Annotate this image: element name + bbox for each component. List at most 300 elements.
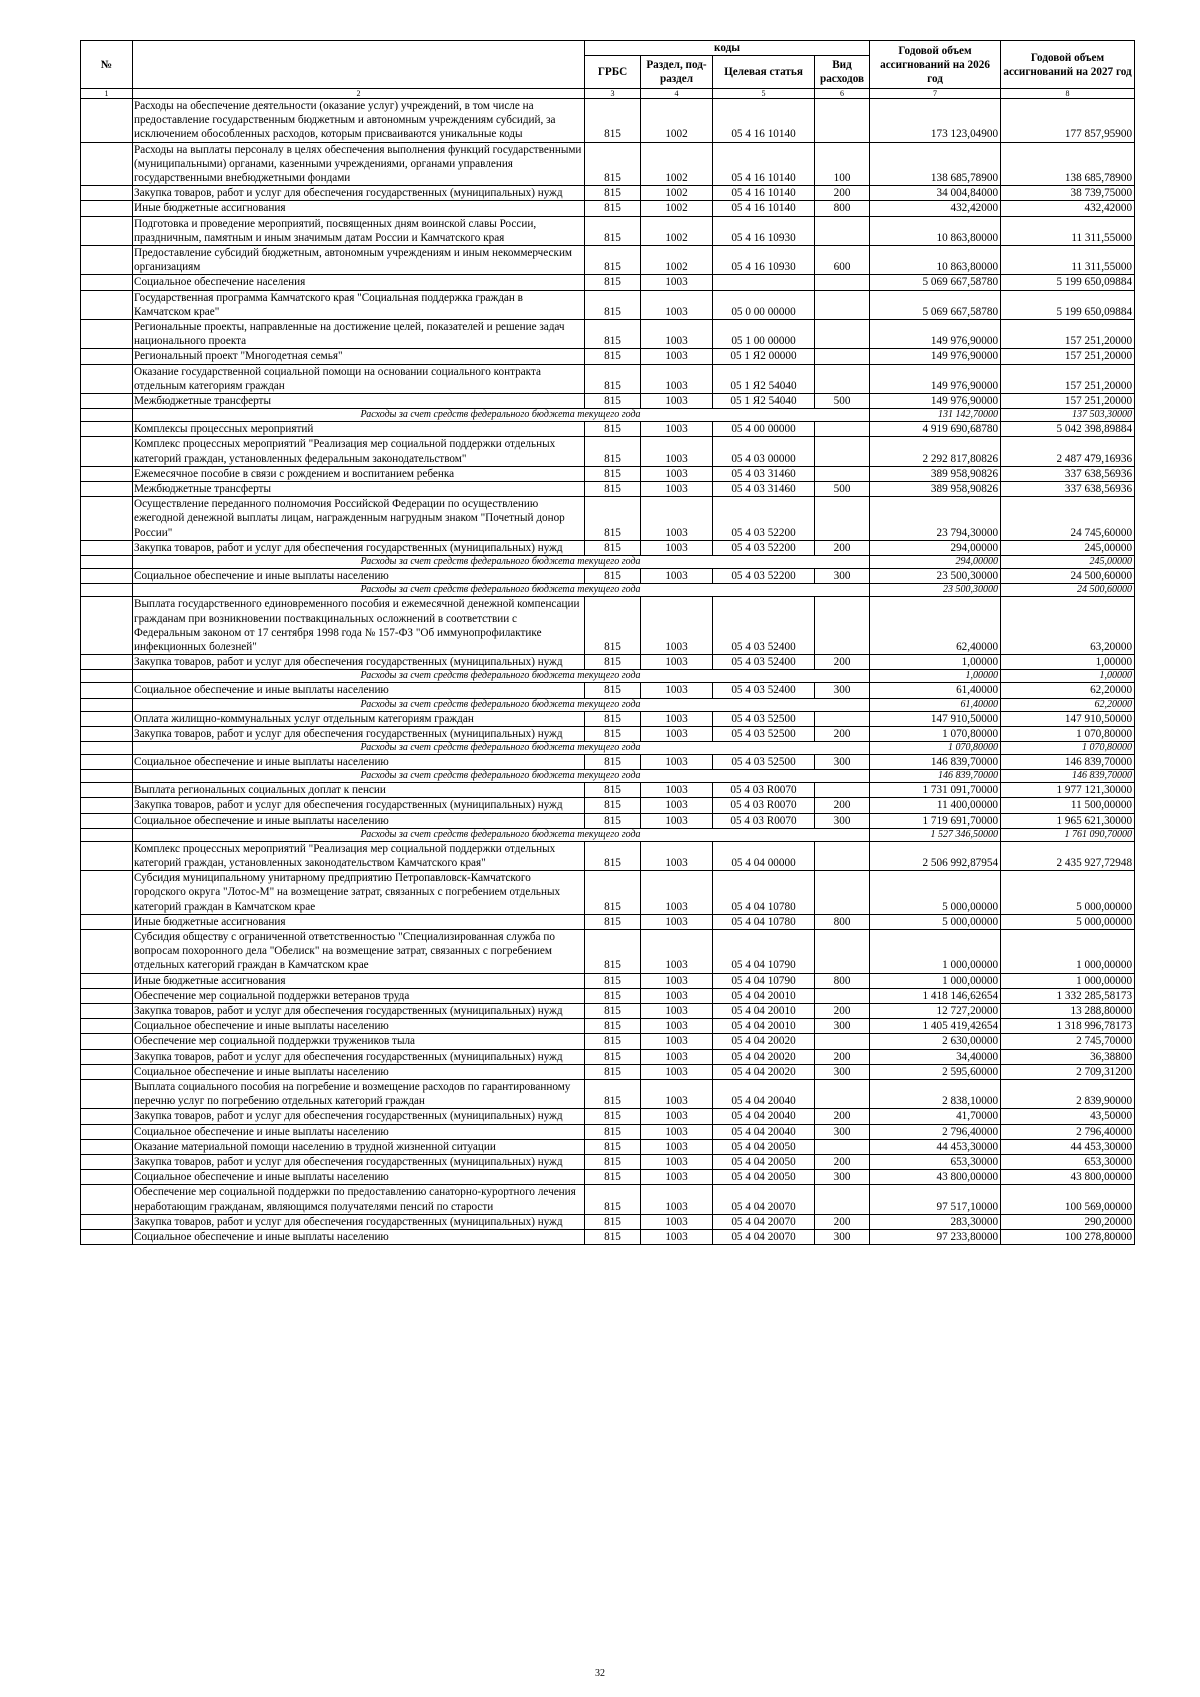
grbs-code: 815 — [585, 569, 641, 584]
amount-2027: 1,00000 — [1001, 670, 1135, 683]
grbs-code: 815 — [585, 540, 641, 555]
expense-type-code — [815, 783, 870, 798]
target-article-code — [713, 275, 815, 290]
row-num-cell — [81, 841, 133, 870]
federal-budget-row — [81, 584, 1135, 597]
grbs-code: 815 — [585, 1124, 641, 1139]
amount-2026: 1 070,80000 — [870, 741, 1001, 754]
amount-2026: 2 630,00000 — [870, 1034, 1001, 1049]
amount-2026: 283,30000 — [870, 1214, 1001, 1229]
expense-type-code: 200 — [815, 1155, 870, 1170]
amount-2026: 149 976,90000 — [870, 364, 1001, 393]
row-num-cell — [81, 1003, 133, 1018]
expense-name: Оказание государственной социальной помощи на основании социального контракта отдельным категориям граждан — [133, 364, 585, 393]
table-row — [81, 216, 1135, 245]
target-article-code: 05 4 03 00000 — [713, 437, 815, 466]
expense-name: Обеспечение мер социальной поддержки по предоставлению санаторно-курортного лечения неработающим гражданам, являющимся получателями пенсий по старости — [133, 1185, 585, 1214]
row-num-cell — [81, 556, 133, 569]
row-num-cell — [81, 246, 133, 275]
amount-2026: 5 069 667,58780 — [870, 275, 1001, 290]
amount-2026: 146 839,70000 — [870, 754, 1001, 769]
grbs-code: 815 — [585, 783, 641, 798]
expense-type-code: 100 — [815, 142, 870, 186]
target-article-code: 05 4 03 52500 — [713, 711, 815, 726]
federal-budget-row — [81, 828, 1135, 841]
amount-2026: 97 517,10000 — [870, 1185, 1001, 1214]
row-num-cell — [81, 1019, 133, 1034]
expense-type-code — [815, 597, 870, 655]
federal-budget-label: Расходы за счет средств федерального бюджета текущего года — [133, 670, 870, 683]
expense-name: Социальное обеспечение и иные выплаты населению — [133, 569, 585, 584]
amount-2027: 2 796,40000 — [1001, 1124, 1135, 1139]
row-num-cell — [81, 1139, 133, 1154]
row-num-cell — [81, 1230, 133, 1245]
amount-2027: 5 199 650,09884 — [1001, 275, 1135, 290]
expense-type-code: 200 — [815, 1003, 870, 1018]
section-code: 1003 — [641, 1079, 713, 1108]
amount-2027: 5 042 398,89884 — [1001, 422, 1135, 437]
grbs-code: 815 — [585, 988, 641, 1003]
table-row — [81, 841, 1135, 870]
expense-type-code — [815, 290, 870, 319]
section-code: 1002 — [641, 216, 713, 245]
amount-2027: 1,00000 — [1001, 655, 1135, 670]
table-row — [81, 497, 1135, 541]
federal-budget-label: Расходы за счет средств федерального бюджета текущего года — [133, 409, 870, 422]
amount-2027: 62,20000 — [1001, 683, 1135, 698]
grbs-code: 815 — [585, 201, 641, 216]
grbs-code: 815 — [585, 437, 641, 466]
target-article-code: 05 4 04 20010 — [713, 1003, 815, 1018]
section-code: 1003 — [641, 1155, 713, 1170]
table-row — [81, 1109, 1135, 1124]
grbs-code: 815 — [585, 597, 641, 655]
expense-type-code — [815, 1079, 870, 1108]
expense-name: Закупка товаров, работ и услуг для обеспечения государственных (муниципальных) нужд — [133, 726, 585, 741]
amount-2027: 432,42000 — [1001, 201, 1135, 216]
amount-2026: 389 958,90826 — [870, 466, 1001, 481]
row-num-cell — [81, 540, 133, 555]
table-row — [81, 290, 1135, 319]
expense-name: Закупка товаров, работ и услуг для обеспечения государственных (муниципальных) нужд — [133, 1214, 585, 1229]
amount-2026: 2 796,40000 — [870, 1124, 1001, 1139]
expense-type-code: 200 — [815, 186, 870, 201]
row-num-cell — [81, 914, 133, 929]
row-num-cell — [81, 929, 133, 973]
table-row — [81, 99, 1135, 143]
target-article-code: 05 4 04 10790 — [713, 973, 815, 988]
amount-2026: 4 919 690,68780 — [870, 422, 1001, 437]
federal-budget-row — [81, 409, 1135, 422]
expense-name: Межбюджетные трансферты — [133, 482, 585, 497]
federal-budget-row — [81, 698, 1135, 711]
target-article-code: 05 4 04 20070 — [713, 1185, 815, 1214]
expense-name: Оплата жилищно-коммунальных услуг отдельным категориям граждан — [133, 711, 585, 726]
expense-name: Закупка товаров, работ и услуг для обеспечения государственных (муниципальных) нужд — [133, 186, 585, 201]
table-row — [81, 1155, 1135, 1170]
row-num-cell — [81, 597, 133, 655]
grbs-code: 815 — [585, 246, 641, 275]
grbs-code: 815 — [585, 683, 641, 698]
target-article-code: 05 4 04 20050 — [713, 1139, 815, 1154]
grbs-code: 815 — [585, 754, 641, 769]
expense-name: Оказание материальной помощи населению в трудной жизненной ситуации — [133, 1139, 585, 1154]
expense-type-code: 300 — [815, 569, 870, 584]
grbs-code: 815 — [585, 1155, 641, 1170]
row-num-cell — [81, 798, 133, 813]
table-row — [81, 1034, 1135, 1049]
section-code: 1003 — [641, 1230, 713, 1245]
amount-2027: 43,50000 — [1001, 1109, 1135, 1124]
target-article-code: 05 4 03 52200 — [713, 569, 815, 584]
amount-2027: 11 311,55000 — [1001, 216, 1135, 245]
expense-type-code: 300 — [815, 683, 870, 698]
section-code: 1003 — [641, 1124, 713, 1139]
target-article-code: 05 4 16 10140 — [713, 186, 815, 201]
amount-2026: 149 976,90000 — [870, 394, 1001, 409]
section-code: 1003 — [641, 394, 713, 409]
table-header — [81, 41, 1135, 99]
target-article-code: 05 4 04 10780 — [713, 871, 815, 915]
amount-2027: 157 251,20000 — [1001, 364, 1135, 393]
grbs-code: 815 — [585, 1139, 641, 1154]
expense-type-code: 200 — [815, 1214, 870, 1229]
section-code: 1003 — [641, 466, 713, 481]
row-num-cell — [81, 813, 133, 828]
expense-type-code: 300 — [815, 813, 870, 828]
expense-type-code: 800 — [815, 973, 870, 988]
expense-type-code: 500 — [815, 394, 870, 409]
table-row — [81, 711, 1135, 726]
grbs-code: 815 — [585, 216, 641, 245]
target-article-code: 05 4 16 10140 — [713, 201, 815, 216]
row-num-cell — [81, 1214, 133, 1229]
grbs-code: 815 — [585, 466, 641, 481]
expense-type-code — [815, 1185, 870, 1214]
row-num-cell — [81, 142, 133, 186]
amount-2026: 1 418 146,62654 — [870, 988, 1001, 1003]
amount-2027: 1 000,00000 — [1001, 929, 1135, 973]
section-code: 1003 — [641, 437, 713, 466]
expense-name: Субсидия обществу с ограниченной ответственностью "Специализированная служба по вопросам похоронного дела "Обелиск" на возмещение затрат, связанных с погребением отдельных категорий граждан в Камчатском крае — [133, 929, 585, 973]
row-num-cell — [81, 770, 133, 783]
grbs-code: 815 — [585, 349, 641, 364]
grbs-code: 815 — [585, 1170, 641, 1185]
expense-type-code: 300 — [815, 754, 870, 769]
expense-name: Выплата государственного единовременного пособия и ежемесячной денежной компенсации гражданам при возникновении поствакцинальных осложнений в соответствии с Федеральным законом от 17 сентября 1998 года № 157-ФЗ "Об иммунопрофилактике инфекционных болезней" — [133, 597, 585, 655]
amount-2026: 2 838,10000 — [870, 1079, 1001, 1108]
section-code: 1003 — [641, 841, 713, 870]
expense-type-code: 200 — [815, 1049, 870, 1064]
row-num-cell — [81, 349, 133, 364]
grbs-code: 815 — [585, 394, 641, 409]
amount-2026: 138 685,78900 — [870, 142, 1001, 186]
federal-budget-label: Расходы за счет средств федерального бюджета текущего года — [133, 584, 870, 597]
amount-2026: 1 719 691,70000 — [870, 813, 1001, 828]
amount-2027: 1 977 121,30000 — [1001, 783, 1135, 798]
column-number-row — [81, 89, 1135, 99]
table-row — [81, 1230, 1135, 1245]
expense-name: Закупка товаров, работ и услуг для обеспечения государственных (муниципальных) нужд — [133, 1003, 585, 1018]
grbs-code: 815 — [585, 186, 641, 201]
target-article-code: 05 4 16 10140 — [713, 99, 815, 143]
target-article-code: 05 4 00 00000 — [713, 422, 815, 437]
section-code: 1002 — [641, 186, 713, 201]
column-number: 3 — [585, 89, 641, 99]
expense-type-code — [815, 216, 870, 245]
table-row — [81, 186, 1135, 201]
section-code: 1002 — [641, 142, 713, 186]
amount-2026: 97 233,80000 — [870, 1230, 1001, 1245]
expense-name: Закупка товаров, работ и услуг для обеспечения государственных (муниципальных) нужд — [133, 1155, 585, 1170]
section-code: 1003 — [641, 1019, 713, 1034]
header-exp-type: Вид расходов — [815, 56, 870, 89]
target-article-code: 05 4 04 20010 — [713, 1019, 815, 1034]
amount-2026: 173 123,04900 — [870, 99, 1001, 143]
table-row — [81, 1139, 1135, 1154]
table-row — [81, 754, 1135, 769]
grbs-code: 815 — [585, 422, 641, 437]
row-num-cell — [81, 783, 133, 798]
row-num-cell — [81, 655, 133, 670]
target-article-code: 05 4 03 52500 — [713, 754, 815, 769]
federal-budget-label: Расходы за счет средств федерального бюджета текущего года — [133, 556, 870, 569]
expense-type-code: 300 — [815, 1019, 870, 1034]
column-number: 8 — [1001, 89, 1135, 99]
amount-2027: 13 288,80000 — [1001, 1003, 1135, 1018]
target-article-code: 05 4 04 00000 — [713, 841, 815, 870]
table-row — [81, 1170, 1135, 1185]
target-article-code: 05 1 00 00000 — [713, 320, 815, 349]
amount-2026: 149 976,90000 — [870, 349, 1001, 364]
amount-2027: 11 311,55000 — [1001, 246, 1135, 275]
target-article-code: 05 4 04 20020 — [713, 1064, 815, 1079]
amount-2027: 157 251,20000 — [1001, 349, 1135, 364]
table-row — [81, 726, 1135, 741]
amount-2027: 1 318 996,78173 — [1001, 1019, 1135, 1034]
header-year-2027: Годовой объем ассигнований на 2027 год — [1001, 41, 1135, 89]
expense-name: Закупка товаров, работ и услуг для обеспечения государственных (муниципальных) нужд — [133, 655, 585, 670]
amount-2027: 157 251,20000 — [1001, 394, 1135, 409]
header-num: № — [81, 41, 133, 89]
table-row — [81, 201, 1135, 216]
table-row — [81, 437, 1135, 466]
table-row — [81, 246, 1135, 275]
amount-2027: 177 857,95900 — [1001, 99, 1135, 143]
section-code: 1003 — [641, 813, 713, 828]
expense-name: Межбюджетные трансферты — [133, 394, 585, 409]
row-num-cell — [81, 409, 133, 422]
amount-2026: 389 958,90826 — [870, 482, 1001, 497]
amount-2027: 36,38800 — [1001, 1049, 1135, 1064]
table-row — [81, 1003, 1135, 1018]
amount-2027: 2 709,31200 — [1001, 1064, 1135, 1079]
row-num-cell — [81, 670, 133, 683]
target-article-code: 05 4 03 52400 — [713, 655, 815, 670]
expense-name: Обеспечение мер социальной поддержки тружеников тыла — [133, 1034, 585, 1049]
section-code: 1003 — [641, 422, 713, 437]
amount-2027: 1 965 621,30000 — [1001, 813, 1135, 828]
row-num-cell — [81, 99, 133, 143]
row-num-cell — [81, 754, 133, 769]
row-num-cell — [81, 1170, 133, 1185]
expense-name: Расходы на выплаты персоналу в целях обеспечения выполнения функций государственными (муниципальными) органами, казенными учреждениями, органами управления государственными внебюджетными фондами — [133, 142, 585, 186]
section-code: 1003 — [641, 597, 713, 655]
amount-2027: 100 569,00000 — [1001, 1185, 1135, 1214]
grbs-code: 815 — [585, 1003, 641, 1018]
expense-type-code: 800 — [815, 914, 870, 929]
target-article-code: 05 4 03 52500 — [713, 726, 815, 741]
federal-budget-row — [81, 770, 1135, 783]
amount-2026: 1 000,00000 — [870, 929, 1001, 973]
row-num-cell — [81, 988, 133, 1003]
amount-2026: 34,40000 — [870, 1049, 1001, 1064]
header-grbs: ГРБС — [585, 56, 641, 89]
section-code: 1003 — [641, 1170, 713, 1185]
amount-2026: 1 405 419,42654 — [870, 1019, 1001, 1034]
expense-type-code: 300 — [815, 1170, 870, 1185]
amount-2026: 5 000,00000 — [870, 914, 1001, 929]
table-row — [81, 482, 1135, 497]
amount-2026: 61,40000 — [870, 698, 1001, 711]
expense-name: Субсидия муниципальному унитарному предприятию Петропавловск-Камчатского городского округа "Лотос-М" на возмещение затрат, связанных с погребением отдельных категорий граждан в Камчатском крае — [133, 871, 585, 915]
amount-2027: 5 199 650,09884 — [1001, 290, 1135, 319]
table-row — [81, 813, 1135, 828]
row-num-cell — [81, 1109, 133, 1124]
table-row — [81, 655, 1135, 670]
section-code: 1003 — [641, 683, 713, 698]
column-number: 4 — [641, 89, 713, 99]
amount-2026: 1,00000 — [870, 655, 1001, 670]
expense-type-code — [815, 1139, 870, 1154]
table-row — [81, 1214, 1135, 1229]
amount-2026: 294,00000 — [870, 556, 1001, 569]
grbs-code: 815 — [585, 1064, 641, 1079]
amount-2026: 1 000,00000 — [870, 973, 1001, 988]
expense-type-code: 300 — [815, 1230, 870, 1245]
header-codes: коды — [585, 41, 870, 56]
section-code: 1003 — [641, 726, 713, 741]
page-number: 32 — [595, 1668, 605, 1679]
expense-name: Осуществление переданного полномочия Российской Федерации по осуществлению ежегодной денежной выплаты лицам, награжденным нагрудным знаком "Почетный донор России" — [133, 497, 585, 541]
expense-name: Государственная программа Камчатского края "Социальная поддержка граждан в Камчатском крае" — [133, 290, 585, 319]
expense-name: Предоставление субсидий бюджетным, автономным учреждениям и иным некоммерческим организациям — [133, 246, 585, 275]
grbs-code: 815 — [585, 1019, 641, 1034]
amount-2026: 34 004,84000 — [870, 186, 1001, 201]
grbs-code: 815 — [585, 497, 641, 541]
expense-type-code — [815, 437, 870, 466]
column-number: 2 — [133, 89, 585, 99]
column-number: 5 — [713, 89, 815, 99]
grbs-code: 815 — [585, 1214, 641, 1229]
row-num-cell — [81, 422, 133, 437]
federal-budget-label: Расходы за счет средств федерального бюджета текущего года — [133, 698, 870, 711]
row-num-cell — [81, 1155, 133, 1170]
section-code: 1003 — [641, 1185, 713, 1214]
grbs-code: 815 — [585, 813, 641, 828]
amount-2027: 137 503,30000 — [1001, 409, 1135, 422]
expense-name: Комплексы процессных мероприятий — [133, 422, 585, 437]
expense-name: Выплата социального пособия на погребение и возмещение расходов по гарантированному перечню услуг по погребению отдельных категорий граждан — [133, 1079, 585, 1108]
amount-2026: 11 400,00000 — [870, 798, 1001, 813]
amount-2026: 131 142,70000 — [870, 409, 1001, 422]
expense-name: Социальное обеспечение и иные выплаты населению — [133, 1230, 585, 1245]
amount-2026: 653,30000 — [870, 1155, 1001, 1170]
section-code: 1003 — [641, 497, 713, 541]
expense-name: Ежемесячное пособие в связи с рождением и воспитанием ребенка — [133, 466, 585, 481]
row-num-cell — [81, 275, 133, 290]
amount-2027: 146 839,70000 — [1001, 754, 1135, 769]
row-num-cell — [81, 482, 133, 497]
amount-2026: 2 506 992,87954 — [870, 841, 1001, 870]
grbs-code: 815 — [585, 482, 641, 497]
grbs-code: 815 — [585, 655, 641, 670]
column-number: 6 — [815, 89, 870, 99]
amount-2026: 149 976,90000 — [870, 320, 1001, 349]
header-target: Целевая статья — [713, 56, 815, 89]
row-num-cell — [81, 741, 133, 754]
amount-2026: 10 863,80000 — [870, 246, 1001, 275]
amount-2026: 1,00000 — [870, 670, 1001, 683]
section-code: 1002 — [641, 99, 713, 143]
target-article-code: 05 4 03 52200 — [713, 540, 815, 555]
amount-2026: 2 595,60000 — [870, 1064, 1001, 1079]
amount-2026: 432,42000 — [870, 201, 1001, 216]
amount-2026: 62,40000 — [870, 597, 1001, 655]
expense-name: Комплекс процессных мероприятий "Реализация мер социальной поддержки отдельных категорий граждан, установленных федеральным законодательством" — [133, 437, 585, 466]
row-num-cell — [81, 683, 133, 698]
target-article-code: 05 4 04 20050 — [713, 1155, 815, 1170]
federal-budget-row — [81, 741, 1135, 754]
row-num-cell — [81, 1079, 133, 1108]
grbs-code: 815 — [585, 1109, 641, 1124]
row-num-cell — [81, 497, 133, 541]
section-code: 1003 — [641, 540, 713, 555]
section-code: 1003 — [641, 1139, 713, 1154]
amount-2027: 290,20000 — [1001, 1214, 1135, 1229]
grbs-code: 815 — [585, 871, 641, 915]
target-article-code: 05 4 04 20040 — [713, 1124, 815, 1139]
amount-2027: 63,20000 — [1001, 597, 1135, 655]
amount-2027: 24 745,60000 — [1001, 497, 1135, 541]
expense-name: Социальное обеспечение и иные выплаты населению — [133, 813, 585, 828]
amount-2027: 653,30000 — [1001, 1155, 1135, 1170]
expense-name: Подготовка и проведение мероприятий, посвященных дням воинской славы России, праздничным, памятным и иным значимым датам России и Камчатского края — [133, 216, 585, 245]
grbs-code: 815 — [585, 973, 641, 988]
amount-2027: 24 500,60000 — [1001, 569, 1135, 584]
target-article-code: 05 4 03 52200 — [713, 497, 815, 541]
row-num-cell — [81, 1064, 133, 1079]
target-article-code: 05 4 04 20050 — [713, 1170, 815, 1185]
table-row — [81, 275, 1135, 290]
expense-name: Региональный проект "Многодетная семья" — [133, 349, 585, 364]
grbs-code: 815 — [585, 1079, 641, 1108]
expense-name: Закупка товаров, работ и услуг для обеспечения государственных (муниципальных) нужд — [133, 540, 585, 555]
amount-2027: 2 745,70000 — [1001, 1034, 1135, 1049]
grbs-code: 815 — [585, 1049, 641, 1064]
federal-budget-row — [81, 556, 1135, 569]
section-code: 1003 — [641, 655, 713, 670]
target-article-code: 05 4 16 10930 — [713, 216, 815, 245]
expense-type-code: 200 — [815, 726, 870, 741]
row-num-cell — [81, 364, 133, 393]
row-num-cell — [81, 216, 133, 245]
expense-name: Закупка товаров, работ и услуг для обеспечения государственных (муниципальных) нужд — [133, 798, 585, 813]
federal-budget-label: Расходы за счет средств федерального бюджета текущего года — [133, 770, 870, 783]
expense-name: Социальное обеспечение и иные выплаты населению — [133, 683, 585, 698]
section-code: 1003 — [641, 1034, 713, 1049]
amount-2027: 2 435 927,72948 — [1001, 841, 1135, 870]
